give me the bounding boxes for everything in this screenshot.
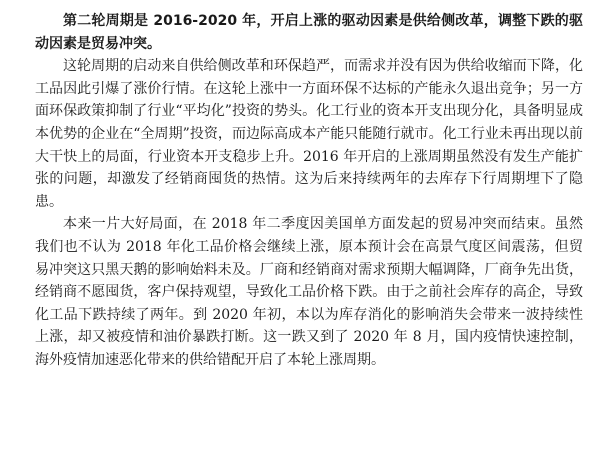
- document-body: [35, 10, 583, 372]
- paragraph-2: 本来一片大好局面，在 2018 年二季度因美国单方面发起的贸易冲突而结束。虽然我们也不认为 2018 年化工品价格会继续上涨，原本预计会在高景气度区间震荡，但贸易冲突这只黑天鹅的影响始料未及。厂商和经销商对需求预期大幅调降，厂商争先出货，经销商不愿囤货，客户保持观望，导致化工品价格下跌。由于之前社会库存的高企，导致化工品下跌持续了两年。到 2020 年初，本以为库存消化的影响消失会带来一波持续性上涨，却又被疫情和油价暴跌打断。这一跌又到了 2020 年 8 月，国内疫情快速控制，海外疫情加速恶化带来的供给错配开启了本轮上涨周期。: [35, 216, 583, 368]
- paragraph-1: 这轮周期的启动来自供给侧改革和环保趋严，而需求并没有因为供给收缩而下降，化工品因此引爆了涨价行情。在这轮上涨中一方面环保不达标的产能永久退出竞争；另一方面环保政策抑制了行业“平均化”投资的势头。化工行业的资本开支出现分化，具备明显成本优势的企业在“全周期”投资，而边际高成本产能只能随行就市。化工行业未再出现以前大干快上的局面，行业资本开支稳步上升。2016 年开启的上涨周期虽然没有发生产能扩张的问题，却激发了经销商囤货的热情。这为后来持续两年的去库存下行周期埋下了隐患。: [35, 58, 583, 210]
- section-heading: 第二轮周期是 2016-2020 年，开启上涨的驱动因素是供给侧改革，调整下跌的驱动因素是贸易冲突。: [35, 13, 583, 52]
